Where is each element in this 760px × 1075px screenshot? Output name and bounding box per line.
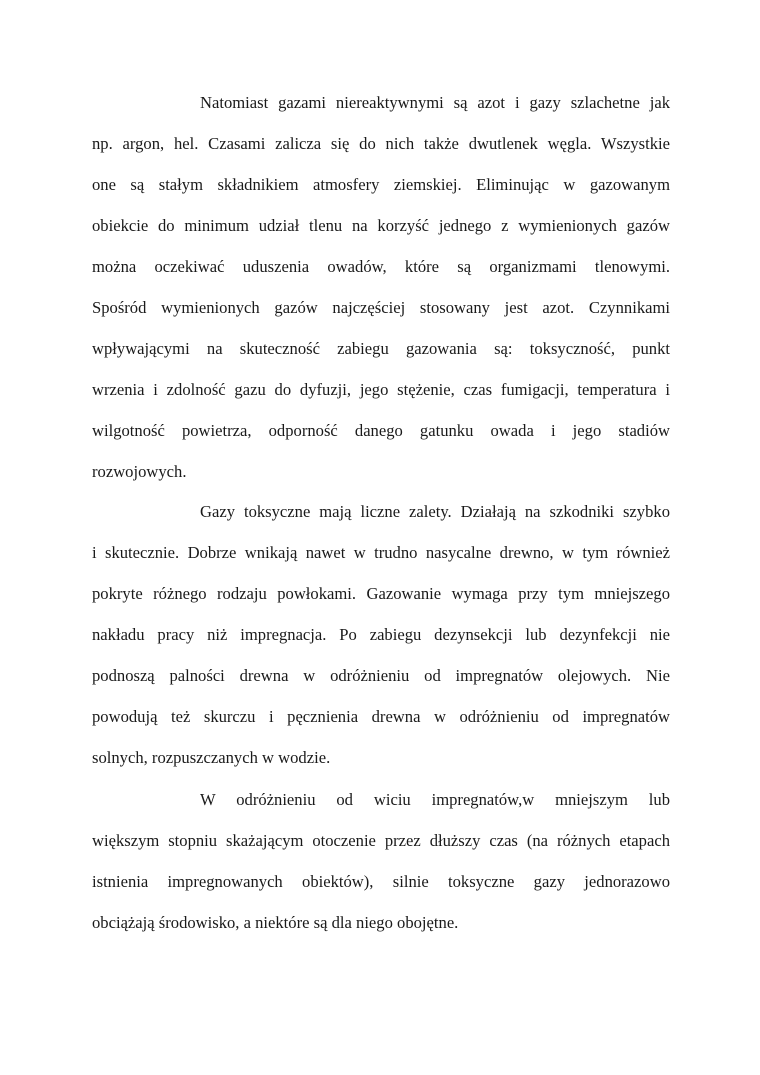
paragraph-1-line-8: wrzenia i zdolność gazu do dyfuzji, jego stężenie, czas fumigacji, temperatura i	[92, 380, 670, 399]
paragraph-1-line-1: Natomiast gazami niereaktywnymi są azot i gazy szlachetne jak	[200, 93, 670, 112]
paragraph-2-line-6: powodują też skurczu i pęcznienia drewna w odróżnieniu od impregnatów	[92, 707, 670, 726]
paragraph-2-line-2: i skutecznie. Dobrze wnikają nawet w trudno nasycalne drewno, w tym również	[92, 543, 670, 562]
paragraph-1-line-10: rozwojowych.	[92, 462, 187, 481]
paragraph-3-line-3: istnienia impregnowanych obiektów), silnie toksyczne gazy jednorazowo	[92, 872, 670, 891]
paragraph-2-line-1: Gazy toksyczne mają liczne zalety. Działają na szkodniki szybko	[200, 502, 670, 521]
paragraph-1-line-4: obiekcie do minimum udział tlenu na korzyść jednego z wymienionych gazów	[92, 216, 670, 235]
paragraph-2-line-7: solnych, rozpuszczanych w wodzie.	[92, 748, 331, 767]
paragraph-2-line-5: podnoszą palności drewna w odróżnieniu od impregnatów olejowych. Nie	[92, 666, 670, 685]
paragraph-1-line-2: np. argon, hel. Czasami zalicza się do nich także dwutlenek węgla. Wszystkie	[92, 134, 670, 153]
paragraph-1-line-9: wilgotność powietrza, odporność danego gatunku owada i jego stadiów	[92, 421, 670, 440]
paragraph-3-line-4: obciążają środowisko, a niektóre są dla niego obojętne.	[92, 913, 459, 932]
paragraph-1-line-3: one są stałym składnikiem atmosfery ziemskiej. Eliminując w gazowanym	[92, 175, 670, 194]
paragraph-2-line-3: pokryte różnego rodzaju powłokami. Gazowanie wymaga przy tym mniejszego	[92, 584, 670, 603]
paragraph-3-line-2: większym stopniu skażającym otoczenie przez dłuższy czas (na różnych etapach	[92, 831, 670, 850]
paragraph-3-line-1: W odróżnieniu od wiciu impregnatów,w mniejszym lub	[200, 790, 670, 809]
paragraph-1-line-6: Spośród wymienionych gazów najczęściej stosowany jest azot. Czynnikami	[92, 298, 670, 317]
paragraph-2-line-4: nakładu pracy niż impregnacja. Po zabiegu dezynsekcji lub dezynfekcji nie	[92, 625, 670, 644]
paragraph-1-line-7: wpływającymi na skuteczność zabiegu gazowania są: toksyczność, punkt	[92, 339, 670, 358]
paragraph-1-line-5: można oczekiwać uduszenia owadów, które są organizmami tlenowymi.	[92, 257, 670, 276]
